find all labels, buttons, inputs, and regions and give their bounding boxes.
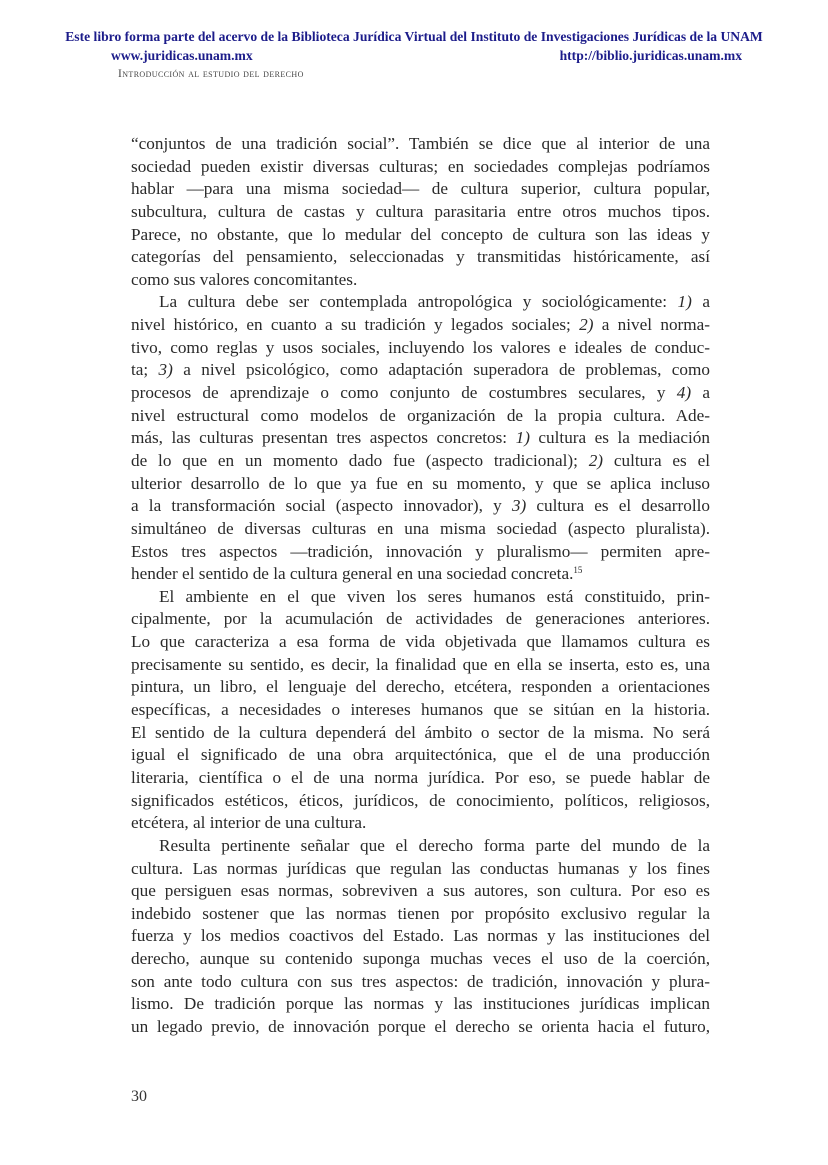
text-segment: un legado previo, de innovación porque el derecho se orienta hacia el futuro, (131, 1016, 710, 1036)
text-line (131, 1016, 710, 1039)
enumeration-marker: 2) (579, 315, 594, 335)
text-segment: cipalmente, por la acumulación de actividades de generaciones anteriores. (131, 609, 710, 629)
text-line (131, 563, 710, 586)
enumeration-marker: 1) (677, 292, 692, 312)
enumeration-marker: 3) (511, 496, 527, 516)
text-line (131, 291, 710, 314)
text-line (131, 337, 710, 360)
text-line (131, 178, 710, 201)
text-segment: El ambiente en el que viven los seres humanos está constituido, prin- (159, 586, 710, 606)
text-line (131, 835, 710, 858)
text-segment: ulterior desarrollo de lo que ya fue en su momento, y que se aplica incluso (131, 473, 710, 493)
text-segment: específicas, a necesidades o intereses humanos que se sitúan en la historia. (131, 700, 710, 720)
text-segment: lismo. De tradición porque las normas y las instituciones jurídicas implican (131, 994, 710, 1014)
text-segment: indebido sostener que las normas tienen por propósito exclusivo regular la (131, 903, 710, 923)
footnote-ref[interactable]: 15 (573, 565, 583, 576)
text-segment: “conjuntos de una tradición social”. También se dice que al interior de una (131, 134, 710, 153)
body-text (131, 133, 710, 1039)
text-segment: a la transformación social (aspecto innovador), y (131, 496, 512, 516)
text-segment: significados estéticos, éticos, jurídicos, de conocimiento, políticos, religiosos, (131, 790, 710, 810)
text-segment: fuerza y los medios coactivos del Estado. Las normas y las instituciones del (131, 926, 710, 946)
text-line (131, 790, 710, 813)
library-notice: Este libro forma parte del acervo de la Biblioteca Jurídica Virtual del Instituto de Investigaciones Jurídicas de la UNAM (65, 29, 763, 44)
text-line (131, 722, 710, 745)
text-segment: Lo que caracteriza a esa forma de vida objetivada que llamamos cultura es (131, 632, 710, 652)
text-line (131, 450, 710, 473)
enumeration-marker: 2) (588, 450, 604, 470)
text-line (131, 495, 710, 518)
text-line (131, 812, 710, 835)
text-line (131, 473, 710, 496)
text-segment: La cultura debe ser contemplada antropológica y sociológicamente: (159, 292, 678, 312)
text-segment: El sentido de la cultura dependerá del ámbito o sector de la misma. No será (131, 722, 710, 742)
text-segment: cultura es la mediación (529, 428, 710, 448)
text-line (131, 156, 710, 179)
page-number: 30 (131, 1088, 147, 1105)
text-line (131, 858, 710, 881)
text-line (131, 518, 710, 541)
text-line (131, 314, 710, 337)
text-segment: son ante todo cultura con sus tres aspectos: de tradición, innovación y plura- (131, 971, 710, 991)
text-segment: que persiguen esas normas, sobreviven a sus autores, son cultura. Por eso es (131, 881, 710, 901)
text-segment: nivel histórico, en cuanto a su tradición y legados sociales; (131, 315, 580, 335)
text-segment: Estos tres aspectos —tradición, innovación y pluralismo— permiten apre- (131, 541, 710, 561)
biblio-link[interactable]: http://biblio.juridicas.unam.mx (559, 48, 742, 63)
text-line (131, 925, 710, 948)
text-segment: cultura. Las normas jurídicas que regulan las conductas humanas y los fines (131, 858, 710, 878)
text-line (131, 654, 710, 677)
text-segment: a nivel norma- (593, 315, 710, 335)
text-segment: subcultura, cultura de castas y cultura parasitaria entre otros muchos tipos. (131, 201, 710, 221)
text-segment: etcétera, al interior de una cultura. (131, 813, 367, 833)
enumeration-marker: 3) (158, 360, 173, 380)
text-segment: Resulta pertinente señalar que el derecho forma parte del mundo de la (159, 835, 710, 855)
text-line (131, 676, 710, 699)
text-segment: cultura es el (603, 450, 710, 470)
text-line (131, 971, 710, 994)
text-segment: más, las culturas presentan tres aspectos concretos: (131, 428, 516, 448)
text-line (131, 699, 710, 722)
text-line (131, 608, 710, 631)
text-segment: a nivel psicológico, como adaptación superadora de problemas, como (172, 360, 710, 380)
text-segment: tivo, como reglas y usos sociales, incluyendo los valores e ideales de conduc- (131, 337, 710, 357)
text-line (131, 269, 710, 292)
text-line (131, 767, 710, 790)
text-line (131, 133, 710, 156)
text-line (131, 246, 710, 269)
text-line (131, 744, 710, 767)
text-segment: pintura, un libro, el lenguaje del derecho, etcétera, responden a orientaciones (131, 677, 710, 697)
text-segment: hender el sentido de la cultura general en una sociedad concreta. (131, 564, 574, 584)
text-line (131, 382, 710, 405)
text-segment: precisamente su sentido, es decir, la finalidad que en ella se inserta, esto es, una (131, 654, 710, 674)
text-segment: nivel estructural como modelos de organización de la propia cultura. Ade- (131, 405, 710, 425)
text-line (131, 993, 710, 1016)
text-line (131, 541, 710, 564)
text-line (131, 359, 710, 382)
enumeration-marker: 1) (515, 428, 530, 448)
text-segment: Parece, no obstante, que lo medular del concepto de cultura son las ideas y (131, 224, 710, 244)
text-line (131, 201, 710, 224)
text-line (131, 903, 710, 926)
running-title: Introducción al estudio del derecho (118, 68, 304, 80)
text-segment: hablar —para una misma sociedad— de cultura superior, cultura popular, (131, 179, 710, 199)
text-segment: categorías del pensamiento, seleccionadas y transmitidas históricamente, así (131, 247, 710, 267)
text-segment: como sus valores concomitantes. (131, 269, 358, 289)
text-line (131, 880, 710, 903)
text-segment: a (691, 292, 711, 312)
text-segment: ta; (131, 360, 159, 380)
juridicas-link[interactable]: www.juridicas.unam.mx (111, 48, 253, 63)
text-segment: procesos de aprendizaje o como conjunto de costumbres seculares, y (131, 383, 677, 403)
text-line (131, 224, 710, 247)
enumeration-marker: 4) (676, 383, 692, 403)
text-line (131, 405, 710, 428)
text-segment: sociedad pueden existir diversas culturas; en sociedades complejas podríamos (131, 156, 710, 176)
text-line (131, 586, 710, 609)
text-segment: de lo que en un momento dado fue (aspecto tradicional); (131, 450, 589, 470)
text-segment: literaria, científica o el de una norma jurídica. Por eso, se puede hablar de (131, 767, 710, 787)
text-segment: derecho, aunque su contenido suponga muchas veces el uso de la coerción, (131, 949, 710, 969)
text-line (131, 631, 710, 654)
text-line (131, 427, 710, 450)
text-segment: simultáneo de diversas culturas en una misma sociedad (aspecto pluralista). (131, 518, 710, 538)
text-segment: cultura es el desarrollo (526, 496, 710, 516)
text-segment: a (691, 383, 710, 403)
text-segment: igual el significado de una obra arquitectónica, que el de una producción (131, 745, 710, 765)
text-line (131, 948, 710, 971)
